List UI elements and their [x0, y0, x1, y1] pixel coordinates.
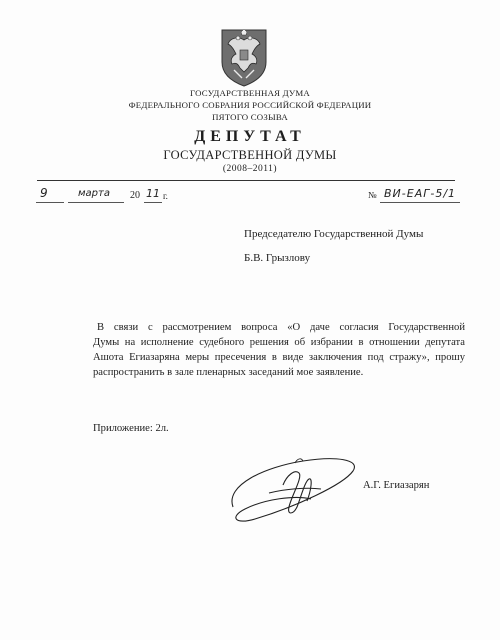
reference-underline	[380, 202, 460, 203]
reference-number: ВИ-ЕАГ-5/1	[384, 187, 457, 200]
addressee-name: Б.В. Грызлову	[244, 252, 311, 264]
date-year-underline	[144, 202, 162, 203]
date-year-suffix: 11	[146, 187, 160, 200]
reference-prefix: №	[368, 190, 377, 200]
header-line-3: ПЯТОГО СОЗЫВА	[212, 112, 288, 122]
letterhead-subtitle: ГОСУДАРСТВЕННОЙ ДУМЫ	[163, 148, 337, 162]
handwritten-signature	[225, 445, 365, 530]
date-year-mark: г.	[163, 191, 168, 201]
date-month: марта	[78, 188, 110, 199]
letter-body	[93, 320, 465, 380]
term-years: (2008–2011)	[222, 164, 278, 174]
header-line-2: ФЕДЕРАЛЬНОГО СОБРАНИЯ РОССИЙСКОЙ ФЕДЕРАЦИИ	[128, 100, 372, 110]
body-line: В связи с рассмотрением вопроса «О даче согласия Государственной	[97, 322, 465, 333]
addressee-position: Председателю Государственной Думы	[244, 228, 424, 240]
signer-name: А.Г. Егиазарян	[363, 480, 430, 491]
date-day: 9	[40, 186, 48, 200]
body-line: Ашота Егиазаряна меры пресечения в виде заключения под стражу», прошу	[93, 352, 465, 363]
date-year-prefix: 20	[130, 190, 140, 201]
body-line: Думы на исполнение судебного решения об избрании в отношении депутата	[93, 337, 465, 348]
header-divider	[37, 180, 455, 181]
letterhead-title: ДЕПУТАТ	[194, 128, 306, 145]
coat-of-arms-icon	[220, 28, 268, 88]
header-line-1: ГОСУДАРСТВЕННАЯ ДУМА	[190, 88, 310, 98]
date-month-underline	[68, 202, 124, 203]
body-line: распространить в зале пленарных заседаний мое заявление.	[93, 367, 364, 378]
attachment-note: Приложение: 2л.	[93, 423, 169, 434]
date-day-underline	[36, 202, 64, 203]
